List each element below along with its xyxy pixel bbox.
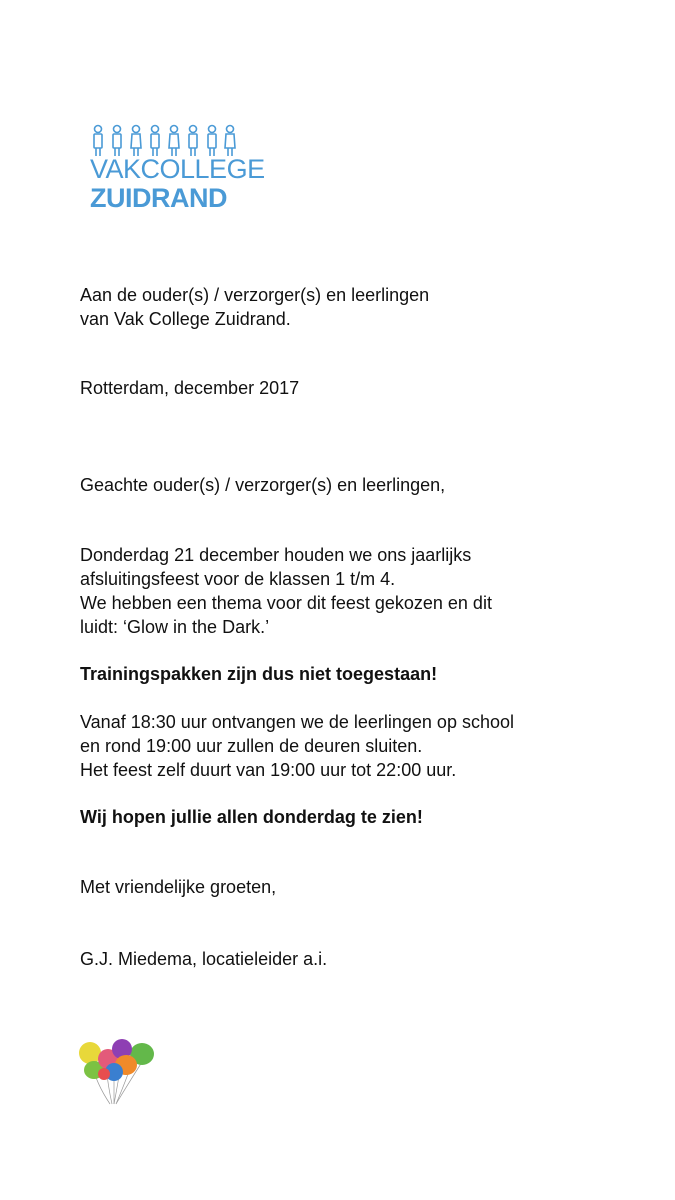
greeting: Met vriendelijke groeten, (80, 877, 277, 897)
place-date: Rotterdam, december 2017 (80, 378, 300, 398)
paragraph-2-line-2: en rond 19:00 uur zullen de deuren sluiten. (80, 736, 423, 756)
closing-bold: Wij hopen jullie allen donderdag te zien! (80, 807, 423, 827)
address-line-1: Aan de ouder(s) / verzorger(s) en leerlingen (80, 285, 430, 305)
address-line-2: van Vak College Zuidrand. (80, 309, 291, 329)
logo-text-zuidrand: ZUIDRAND (90, 183, 227, 213)
notice-bold: Trainingspakken zijn dus niet toegestaan! (80, 664, 438, 684)
paragraph-1-line-2: afsluitingsfeest voor de klassen 1 t/m 4. (80, 569, 396, 589)
logo-figures-icon (90, 124, 238, 158)
paragraph-2-line-1: Vanaf 18:30 uur ontvangen we de leerlingen op school (80, 712, 514, 732)
salutation: Geachte ouder(s) / verzorger(s) en leerlingen, (80, 475, 446, 495)
paragraph-2-line-3: Het feest zelf duurt van 19:00 uur tot 22:00 uur. (80, 760, 457, 780)
paragraph-1-line-3: We hebben een thema voor dit feest gekozen en dit (80, 593, 492, 613)
logo-text-vakcollege: VAKCOLLEGE (90, 154, 265, 184)
signature: G.J. Miedema, locatieleider a.i. (80, 949, 328, 969)
school-logo (90, 124, 265, 216)
paragraph-1-line-4: luidt: ‘Glow in the Dark.’ (80, 617, 270, 637)
balloons-icon (76, 1038, 160, 1108)
paragraph-1-line-1: Donderdag 21 december houden we ons jaarlijks (80, 545, 472, 565)
